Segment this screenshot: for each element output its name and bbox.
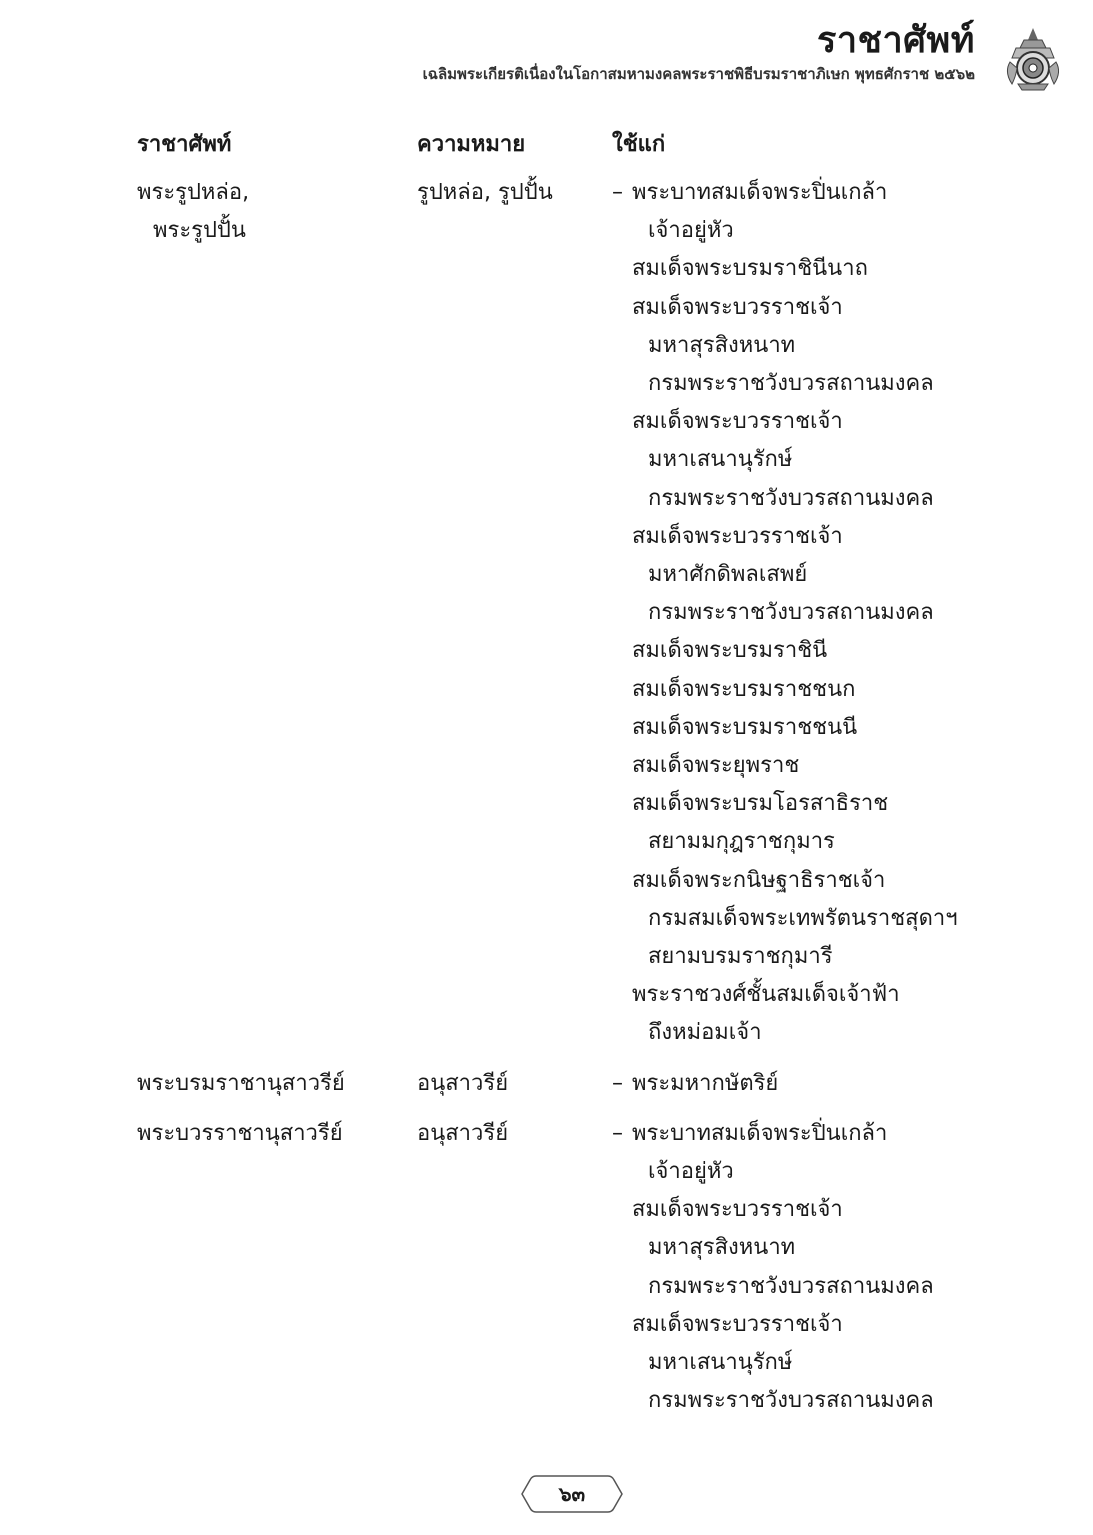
meaning-cell: อนุสาวรีย์	[417, 1120, 509, 1146]
usage-cell	[612, 1065, 997, 1103]
column-headers	[137, 128, 997, 162]
page-header	[423, 18, 975, 84]
table-row	[137, 1115, 997, 1421]
usage-text: กรมพระราชวังบวรสถานมงคล	[648, 1388, 934, 1414]
term-line: พระรูปปั้น	[153, 218, 246, 244]
page-number: ๖๓	[558, 1482, 586, 1506]
dash-marker: –	[612, 1070, 623, 1096]
usage-line	[612, 823, 997, 861]
usage-text: สยามมกุฎราชกุมาร	[648, 829, 835, 855]
royal-emblem-icon	[1002, 26, 1064, 92]
usage-text: กรมพระราชวังบวรสถานมงคล	[648, 600, 934, 626]
usage-line	[612, 403, 997, 441]
usage-line	[612, 1191, 997, 1229]
usage-text: สมเด็จพระบวรราชเจ้า	[632, 409, 843, 435]
usage-text: พระบาทสมเด็จพระปิ่นเกล้า	[632, 180, 888, 205]
term-cell	[137, 1115, 417, 1421]
usage-text: เจ้าอยู่หัว	[648, 218, 734, 244]
usage-text: กรมสมเด็จพระเทพรัตนราชสุดาฯ	[648, 905, 958, 931]
usage-line	[612, 289, 997, 327]
usage-text: มหาเสนานุรักษ์	[648, 447, 793, 473]
usage-text: สมเด็จพระบรมราชชนก	[632, 676, 856, 702]
usage-line	[612, 174, 997, 212]
usage-line	[612, 709, 997, 747]
usage-text: พระมหากษัตริย์	[632, 1070, 779, 1096]
usage-text: พระราชวงศ์ชั้นสมเด็จเจ้าฟ้า	[632, 982, 900, 1008]
usage-text: สมเด็จพระบรมโอรสาธิราช	[632, 791, 889, 817]
usage-text: พระบาทสมเด็จพระปิ่นเกล้า	[632, 1120, 888, 1146]
vocabulary-table	[137, 128, 997, 1433]
usage-line	[612, 785, 997, 823]
header-title: ราชาศัพท์	[816, 19, 975, 61]
usage-line	[612, 1268, 997, 1306]
term-cell	[137, 174, 417, 1053]
column-header-usage: ใช้แก่	[612, 132, 666, 157]
usage-line	[612, 1306, 997, 1344]
usage-line	[612, 365, 997, 403]
column-header-meaning: ความหมาย	[417, 132, 526, 157]
usage-line	[612, 747, 997, 785]
table-row	[137, 1065, 997, 1103]
meaning-cell: อนุสาวรีย์	[417, 1070, 509, 1096]
usage-text: กรมพระราชวังบวรสถานมงคล	[648, 371, 934, 397]
usage-line	[612, 1014, 997, 1052]
usage-text: สมเด็จพระบรมราชชนนี	[632, 714, 858, 740]
term-line: พระบรมราชานุสาวรีย์	[137, 1070, 345, 1096]
usage-line	[612, 1153, 997, 1191]
usage-line	[612, 671, 997, 709]
usage-text: มหาศักดิพลเสพย์	[648, 562, 808, 588]
usage-line	[612, 250, 997, 288]
usage-cell	[612, 1115, 997, 1421]
dash-marker: –	[612, 1120, 623, 1146]
dash-marker: –	[612, 180, 623, 205]
usage-text: สมเด็จพระยุพราช	[632, 753, 800, 779]
usage-text: มหาสุรสิงหนาท	[648, 332, 796, 358]
usage-line	[612, 1115, 997, 1153]
usage-line	[612, 976, 997, 1014]
usage-text: เจ้าอยู่หัว	[648, 1159, 734, 1185]
term-cell	[137, 1065, 417, 1103]
column-header-term: ราชาศัพท์	[137, 132, 232, 157]
usage-line	[612, 212, 997, 250]
usage-cell	[612, 174, 997, 1053]
usage-line	[612, 518, 997, 556]
usage-text: สมเด็จพระบวรราชเจ้า	[632, 523, 843, 549]
usage-text: สมเด็จพระบรมราชินี	[632, 638, 828, 664]
usage-text: ถึงหม่อมเจ้า	[648, 1020, 762, 1046]
usage-text: สยามบรมราชกุมารี	[648, 944, 833, 970]
usage-line	[612, 1382, 997, 1420]
usage-line	[612, 556, 997, 594]
usage-text: กรมพระราชวังบวรสถานมงคล	[648, 485, 934, 511]
header-subtitle: เฉลิมพระเกียรติเนื่องในโอกาสมหามงคลพระราชพิธีบรมราชาภิเษก พุทธศักราช ๒๕๖๒	[422, 65, 975, 83]
usage-text: มหาสุรสิงหนาท	[648, 1235, 796, 1261]
usage-text: สมเด็จพระบวรราชเจ้า	[632, 294, 843, 320]
usage-line	[612, 632, 997, 670]
page-number-badge	[520, 1474, 624, 1514]
entries-list	[137, 174, 997, 1421]
usage-line	[612, 441, 997, 479]
term-line: พระบวรราชานุสาวรีย์	[137, 1120, 343, 1146]
usage-line	[612, 900, 997, 938]
usage-text: มหาเสนานุรักษ์	[648, 1350, 793, 1376]
table-row	[137, 174, 997, 1053]
usage-line	[612, 1229, 997, 1267]
term-line: พระรูปหล่อ,	[137, 180, 250, 205]
usage-line	[612, 1344, 997, 1382]
usage-line	[612, 938, 997, 976]
usage-text: กรมพระราชวังบวรสถานมงคล	[648, 1273, 934, 1299]
usage-line	[612, 594, 997, 632]
usage-text: สมเด็จพระกนิษฐาธิราชเจ้า	[632, 867, 886, 893]
usage-line	[612, 862, 997, 900]
usage-line	[612, 1065, 997, 1103]
meaning-cell: รูปหล่อ, รูปปั้น	[417, 180, 553, 205]
usage-text: สมเด็จพระบวรราชเจ้า	[632, 1197, 843, 1223]
usage-text: สมเด็จพระบรมราชินีนาถ	[632, 256, 868, 282]
usage-text: สมเด็จพระบวรราชเจ้า	[632, 1311, 843, 1337]
usage-line	[612, 480, 997, 518]
usage-line	[612, 327, 997, 365]
